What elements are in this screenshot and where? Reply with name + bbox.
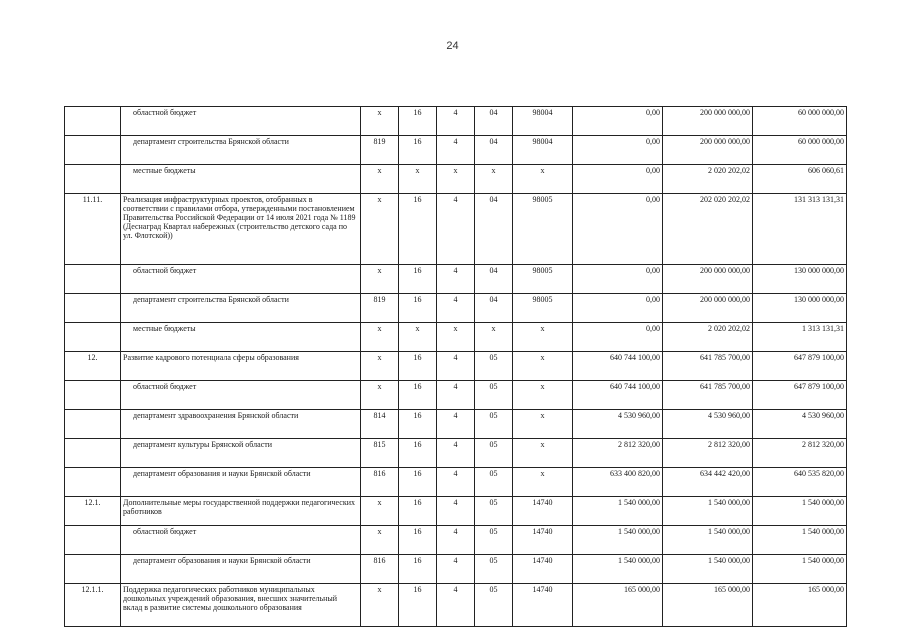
direction-code: 98004 (513, 107, 573, 136)
program-code: 16 (399, 555, 437, 584)
direction-code: 98004 (513, 136, 573, 165)
amount-year-2: 200 000 000,00 (663, 136, 753, 165)
grbs-code: x (361, 497, 399, 526)
amount-year-1: 0,00 (573, 194, 663, 265)
subprogram-code: 4 (437, 468, 475, 497)
grbs-code: x (361, 265, 399, 294)
direction-code: x (513, 410, 573, 439)
row-description: областной бюджет (121, 381, 361, 410)
subprogram-code: 4 (437, 381, 475, 410)
amount-year-3: 60 000 000,00 (753, 136, 847, 165)
row-number (65, 468, 121, 497)
table-row (65, 194, 847, 265)
amount-year-2: 1 540 000,00 (663, 555, 753, 584)
amount-year-1: 4 530 960,00 (573, 410, 663, 439)
row-number (65, 165, 121, 194)
event-code: 04 (475, 194, 513, 265)
subprogram-code: 4 (437, 410, 475, 439)
event-code: 05 (475, 381, 513, 410)
row-number: 12. (65, 352, 121, 381)
subprogram-code: x (437, 165, 475, 194)
amount-year-2: 200 000 000,00 (663, 294, 753, 323)
amount-year-1: 1 540 000,00 (573, 526, 663, 555)
direction-code: x (513, 439, 573, 468)
amount-year-2: 202 020 202,02 (663, 194, 753, 265)
program-code: 16 (399, 381, 437, 410)
amount-year-2: 4 530 960,00 (663, 410, 753, 439)
amount-year-3: 640 535 820,00 (753, 468, 847, 497)
direction-code: x (513, 165, 573, 194)
amount-year-2: 634 442 420,00 (663, 468, 753, 497)
row-description: департамент образования и науки Брянской области (121, 468, 361, 497)
table-row (65, 497, 847, 526)
grbs-code: x (361, 526, 399, 555)
row-number (65, 439, 121, 468)
row-description: областной бюджет (121, 107, 361, 136)
program-code: 16 (399, 584, 437, 627)
subprogram-code: 4 (437, 555, 475, 584)
row-description: Поддержка педагогических работников муниципальных дошкольных учреждений образования, внесших значительный вклад в развитие системы дошкольного образования (121, 584, 361, 627)
grbs-code: 816 (361, 468, 399, 497)
program-code: 16 (399, 136, 437, 165)
row-number: 12.1. (65, 497, 121, 526)
direction-code: x (513, 381, 573, 410)
direction-code: 98005 (513, 265, 573, 294)
program-code: 16 (399, 410, 437, 439)
table-row (65, 107, 847, 136)
amount-year-2: 1 540 000,00 (663, 526, 753, 555)
program-code: 16 (399, 194, 437, 265)
amount-year-2: 2 020 202,02 (663, 165, 753, 194)
row-number: 11.11. (65, 194, 121, 265)
row-description: местные бюджеты (121, 323, 361, 352)
amount-year-1: 0,00 (573, 265, 663, 294)
row-description: департамент строительства Брянской области (121, 294, 361, 323)
grbs-code: x (361, 381, 399, 410)
amount-year-2: 200 000 000,00 (663, 107, 753, 136)
amount-year-1: 2 812 320,00 (573, 439, 663, 468)
page-number: 24 (446, 40, 459, 52)
row-number (65, 526, 121, 555)
event-code: 05 (475, 555, 513, 584)
event-code: 05 (475, 584, 513, 627)
amount-year-3: 606 060,61 (753, 165, 847, 194)
subprogram-code: 4 (437, 194, 475, 265)
direction-code: x (513, 352, 573, 381)
amount-year-3: 60 000 000,00 (753, 107, 847, 136)
table-row (65, 381, 847, 410)
program-code: 16 (399, 107, 437, 136)
row-description: областной бюджет (121, 526, 361, 555)
amount-year-2: 641 785 700,00 (663, 381, 753, 410)
grbs-code: x (361, 165, 399, 194)
program-code: x (399, 323, 437, 352)
direction-code: x (513, 323, 573, 352)
amount-year-3: 647 879 100,00 (753, 352, 847, 381)
event-code: 05 (475, 439, 513, 468)
row-number: 12.1.1. (65, 584, 121, 627)
amount-year-1: 640 744 100,00 (573, 381, 663, 410)
subprogram-code: 4 (437, 265, 475, 294)
row-description: департамент здравоохранения Брянской области (121, 410, 361, 439)
grbs-code: 819 (361, 294, 399, 323)
row-description: Дополнительные меры государственной поддержки педагогических работников (121, 497, 361, 526)
amount-year-3: 130 000 000,00 (753, 265, 847, 294)
event-code: 04 (475, 294, 513, 323)
grbs-code: x (361, 194, 399, 265)
amount-year-3: 1 540 000,00 (753, 526, 847, 555)
amount-year-1: 1 540 000,00 (573, 497, 663, 526)
grbs-code: x (361, 352, 399, 381)
subprogram-code: x (437, 323, 475, 352)
row-description: департамент строительства Брянской области (121, 136, 361, 165)
direction-code: 14740 (513, 526, 573, 555)
amount-year-1: 640 744 100,00 (573, 352, 663, 381)
row-description: областной бюджет (121, 265, 361, 294)
amount-year-3: 647 879 100,00 (753, 381, 847, 410)
amount-year-1: 165 000,00 (573, 584, 663, 627)
direction-code: 98005 (513, 194, 573, 265)
table-row (65, 555, 847, 584)
program-code: 16 (399, 352, 437, 381)
amount-year-2: 2 020 202,02 (663, 323, 753, 352)
amount-year-2: 2 812 320,00 (663, 439, 753, 468)
amount-year-2: 1 540 000,00 (663, 497, 753, 526)
table-row (65, 468, 847, 497)
event-code: 04 (475, 265, 513, 294)
program-code: 16 (399, 468, 437, 497)
event-code: x (475, 165, 513, 194)
row-number (65, 555, 121, 584)
row-number (65, 294, 121, 323)
row-description: Реализация инфраструктурных проектов, отобранных в соответствии с правилами отбора, утвержденными постановлением Правительства Российской Федерации от 14 июля 2021 года № 1189 (Деснаград Квартал набережных (строительство детского сада по ул. Флотской)) (121, 194, 361, 265)
direction-code: 98005 (513, 294, 573, 323)
row-number (65, 381, 121, 410)
amount-year-1: 0,00 (573, 107, 663, 136)
row-number (65, 136, 121, 165)
amount-year-3: 131 313 131,31 (753, 194, 847, 265)
program-code: 16 (399, 526, 437, 555)
row-number (65, 323, 121, 352)
amount-year-1: 0,00 (573, 323, 663, 352)
amount-year-2: 200 000 000,00 (663, 265, 753, 294)
amount-year-3: 1 540 000,00 (753, 555, 847, 584)
row-number (65, 410, 121, 439)
program-code: 16 (399, 265, 437, 294)
budget-table (64, 106, 847, 627)
table-row (65, 294, 847, 323)
grbs-code: x (361, 323, 399, 352)
program-code: 16 (399, 497, 437, 526)
amount-year-1: 633 400 820,00 (573, 468, 663, 497)
grbs-code: 816 (361, 555, 399, 584)
subprogram-code: 4 (437, 294, 475, 323)
subprogram-code: 4 (437, 439, 475, 468)
grbs-code: 819 (361, 136, 399, 165)
row-description: департамент образования и науки Брянской области (121, 555, 361, 584)
grbs-code: x (361, 107, 399, 136)
amount-year-1: 0,00 (573, 165, 663, 194)
row-description: местные бюджеты (121, 165, 361, 194)
amount-year-3: 130 000 000,00 (753, 294, 847, 323)
table-row (65, 352, 847, 381)
amount-year-3: 1 540 000,00 (753, 497, 847, 526)
amount-year-1: 0,00 (573, 294, 663, 323)
event-code: x (475, 323, 513, 352)
row-description: Развитие кадрового потенциала сферы образования (121, 352, 361, 381)
grbs-code: 815 (361, 439, 399, 468)
grbs-code: x (361, 584, 399, 627)
subprogram-code: 4 (437, 352, 475, 381)
table-row (65, 584, 847, 627)
row-number (65, 107, 121, 136)
table-row (65, 323, 847, 352)
direction-code: 14740 (513, 584, 573, 627)
direction-code: 14740 (513, 555, 573, 584)
subprogram-code: 4 (437, 584, 475, 627)
table-row (65, 526, 847, 555)
amount-year-3: 4 530 960,00 (753, 410, 847, 439)
amount-year-3: 2 812 320,00 (753, 439, 847, 468)
table-row (65, 439, 847, 468)
amount-year-1: 1 540 000,00 (573, 555, 663, 584)
subprogram-code: 4 (437, 136, 475, 165)
program-code: x (399, 165, 437, 194)
table-row (65, 136, 847, 165)
amount-year-3: 1 313 131,31 (753, 323, 847, 352)
amount-year-2: 165 000,00 (663, 584, 753, 627)
subprogram-code: 4 (437, 526, 475, 555)
table-row (65, 410, 847, 439)
event-code: 05 (475, 352, 513, 381)
program-code: 16 (399, 294, 437, 323)
direction-code: x (513, 468, 573, 497)
amount-year-3: 165 000,00 (753, 584, 847, 627)
table-row (65, 165, 847, 194)
table-row (65, 265, 847, 294)
event-code: 05 (475, 468, 513, 497)
grbs-code: 814 (361, 410, 399, 439)
event-code: 05 (475, 497, 513, 526)
event-code: 05 (475, 526, 513, 555)
event-code: 05 (475, 410, 513, 439)
row-description: департамент культуры Брянской области (121, 439, 361, 468)
subprogram-code: 4 (437, 497, 475, 526)
event-code: 04 (475, 136, 513, 165)
subprogram-code: 4 (437, 107, 475, 136)
program-code: 16 (399, 439, 437, 468)
row-number (65, 265, 121, 294)
amount-year-2: 641 785 700,00 (663, 352, 753, 381)
event-code: 04 (475, 107, 513, 136)
direction-code: 14740 (513, 497, 573, 526)
amount-year-1: 0,00 (573, 136, 663, 165)
